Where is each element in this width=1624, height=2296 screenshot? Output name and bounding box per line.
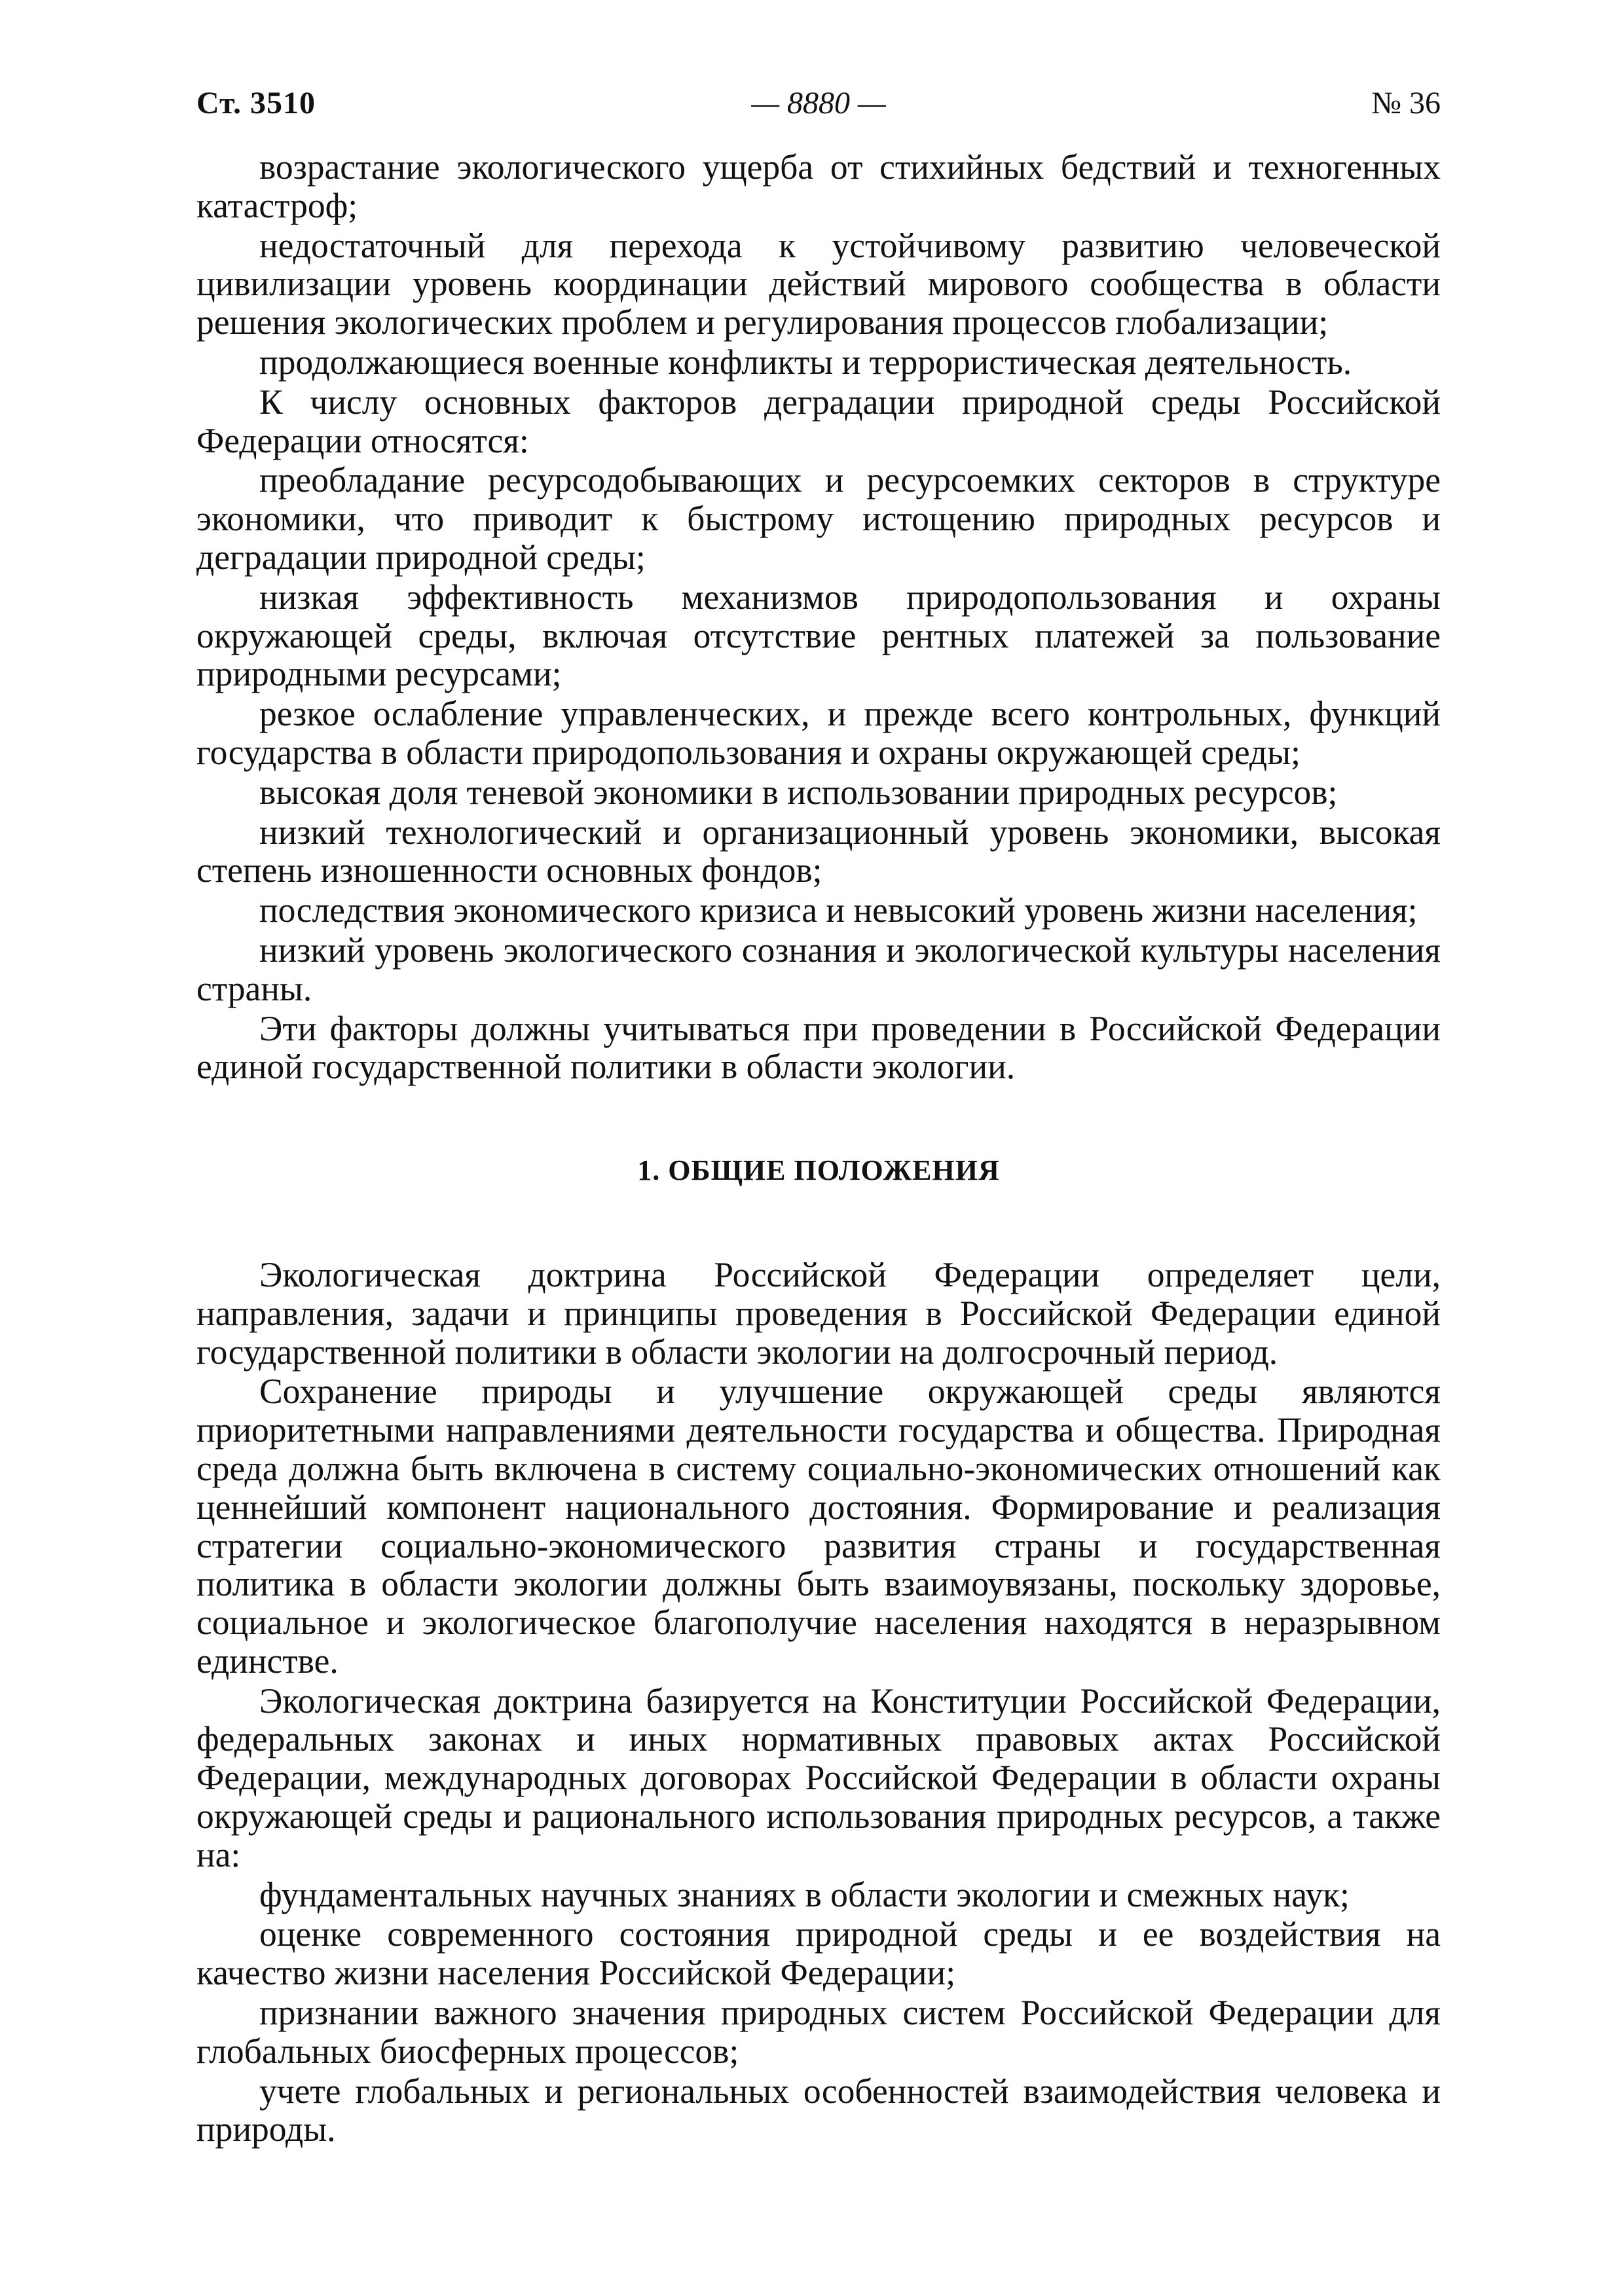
- issue-number: № 36: [1371, 86, 1441, 120]
- section-heading: 1. ОБЩИЕ ПОЛОЖЕНИЯ: [637, 1154, 1000, 1187]
- paragraph: последствия экономического кризиса и невысокий уровень жизни населения;: [259, 890, 1418, 930]
- paragraph: продолжающиеся военные конфликты и террористическая деятельность.: [259, 342, 1352, 382]
- paragraph: низкий уровень экологического сознания и экологической культуры населения страны.: [196, 930, 1441, 1008]
- paragraph: Сохранение природы и улучшение окружающей среды являются приоритетными направлениями деятельности государства и общества. Природная среда должна быть включена в систему социально-экономических отношений как ценнейший компонент национального достояния. Формирование и реализация стратегии социально-экономического развития страны и государственная политика в области экологии должны быть взаимоувязаны, поскольку здоровье, социальное и экологическое благополучие населения находятся в неразрывном единстве.: [196, 1372, 1441, 1681]
- paragraph: Экологическая доктрина базируется на Конституции Российской Федерации, федеральных законах и иных нормативных правовых актах Российской Федерации, международных договорах Российской Федерации в области охраны окружающей среды и рационального использования природных ресурсов, а также на:: [196, 1681, 1441, 1874]
- document-body: [196, 148, 1441, 2149]
- article-number: Ст. 3510: [196, 86, 316, 120]
- paragraph: Эти факторы должны учитываться при проведении в Российской Федерации единой государственной политики в области экологии.: [196, 1008, 1441, 1087]
- paragraph: Экологическая доктрина Российской Федерации определяет цели, направления, задачи и принципы проведения в Российской Федерации единой государственной политики в области экологии на долгосрочный период.: [196, 1254, 1441, 1372]
- paragraph: фундаментальных научных знаниях в области экологии и смежных наук;: [259, 1874, 1350, 1914]
- page-header: [196, 85, 1441, 144]
- paragraph: признании важного значения природных систем Российской Федерации для глобальных биосферных процессов;: [196, 1993, 1441, 2071]
- paragraph: недостаточный для перехода к устойчивому развитию человеческой цивилизации уровень координации действий мирового сообщества в области решения экологических проблем и регулирования процессов глобализации;: [196, 225, 1441, 342]
- paragraph: преобладание ресурсодобывающих и ресурсоемких секторов в структуре экономики, что приводит к быстрому истощению природных ресурсов и деградации природной среды;: [196, 460, 1441, 577]
- paragraph: низкий технологический и организационный уровень экономики, высокая степень изношенности основных фондов;: [196, 812, 1441, 890]
- paragraph: резкое ослабление управленческих, и прежде всего контрольных, функций государства в области природопользования и охраны окружающей среды;: [196, 694, 1441, 772]
- paragraph: возрастание экологического ущерба от стихийных бедствий и техногенных катастроф;: [196, 147, 1441, 225]
- page-number: — 8880 —: [751, 86, 886, 120]
- paragraph: высокая доля теневой экономики в использовании природных ресурсов;: [259, 772, 1338, 812]
- paragraph: К числу основных факторов деградации природной среды Российской Федерации относятся:: [196, 382, 1441, 460]
- document-page: [196, 85, 1441, 2150]
- paragraph: низкая эффективность механизмов природопользования и охраны окружающей среды, включая отсутствие рентных платежей за пользование природными ресурсами;: [196, 577, 1441, 694]
- paragraph: учете глобальных и региональных особенностей взаимодействия человека и природы.: [196, 2071, 1441, 2149]
- paragraph: оценке современного состояния природной среды и ее воздействия на качество жизни населения Российской Федерации;: [196, 1914, 1441, 1993]
